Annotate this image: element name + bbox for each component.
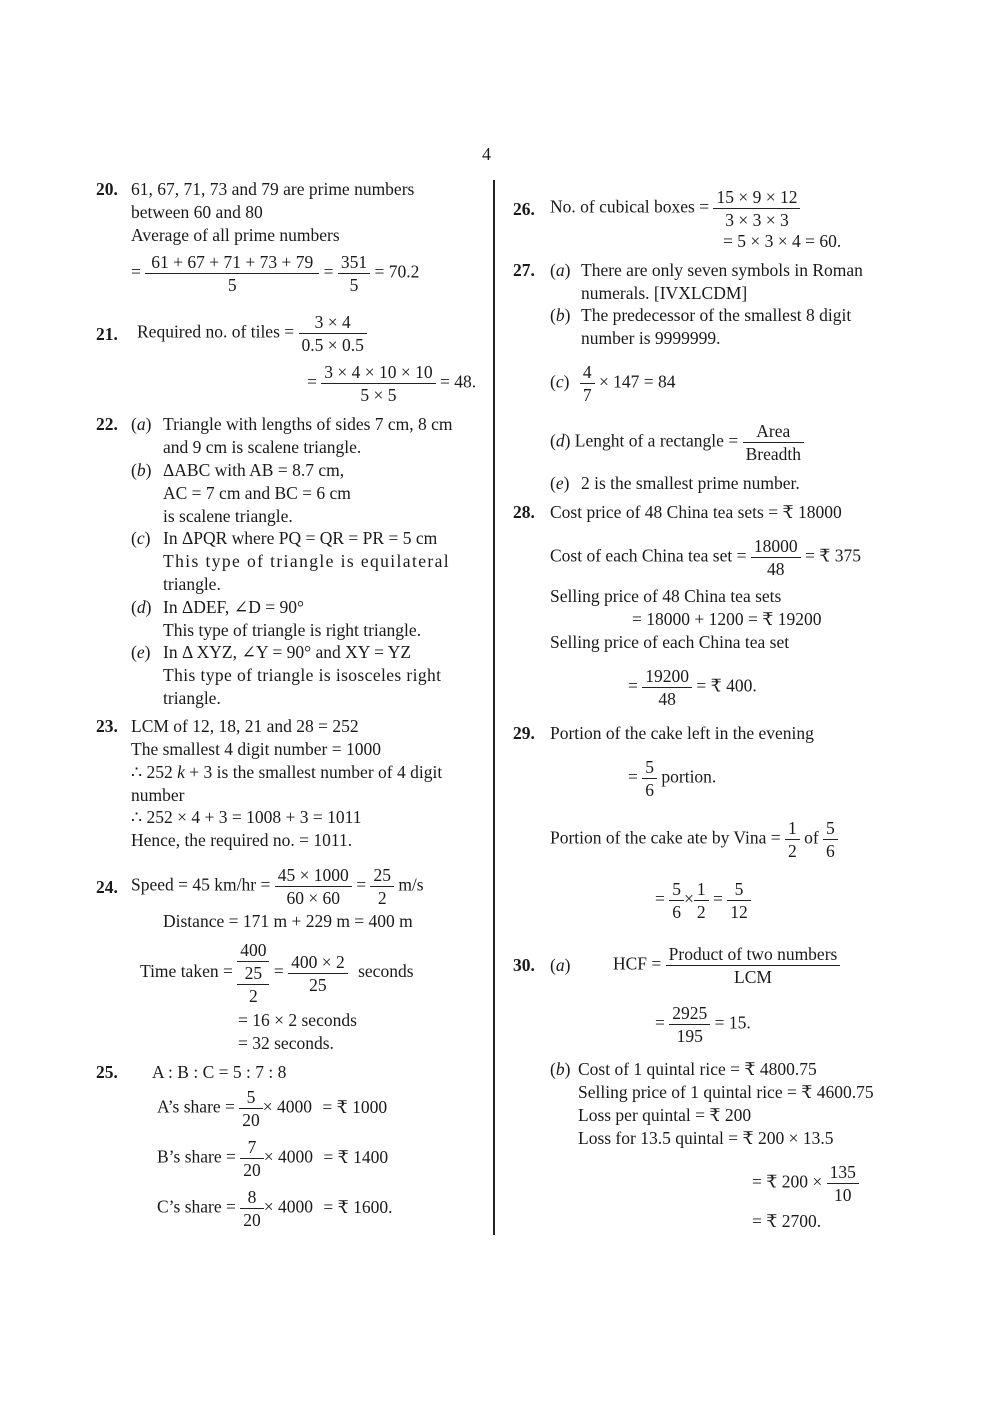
text-line: Loss per quintal = ₹ 200	[578, 1105, 752, 1125]
fraction: $\frac{7}{20}$	[240, 1136, 264, 1181]
question-number: 24.	[96, 877, 118, 897]
text-line: This type of triangle is right triangle.	[163, 620, 422, 640]
text-line: AC = 7 cm and BC = 6 cm	[163, 483, 351, 503]
item-label: (a)	[550, 260, 571, 280]
item-label: (b)	[550, 305, 571, 325]
speed-equation: Speed = 45 km/hr = $\frac{45 \times 1000}{60 \times 60}$ = $\frac{25}{2}$ m/s	[131, 865, 424, 908]
hcf-equation: HCF = $\frac{\text{Product of two numbers}}{\text{LCM}}$	[613, 943, 840, 988]
item-label: (a)	[131, 414, 152, 434]
text-line: = ₹ 2700.	[752, 1211, 822, 1231]
portion-result: = $\frac{5}{6}$ × $\frac{1}{2}$ = $\frac{5}{12}$	[655, 878, 751, 923]
fraction: $\frac{5}{6}$	[823, 817, 838, 862]
fraction: $\frac{3 \times 4 \times 10 \times 10}{5 \times 5}$	[321, 361, 435, 406]
text-line: Selling price of 48 China tea sets	[550, 586, 782, 606]
item-label: (b)	[550, 1059, 571, 1079]
question-number: 26.	[513, 199, 535, 219]
fraction: $\frac{19200}{48}$	[642, 665, 692, 710]
text-line: Selling price of 1 quintal rice = ₹ 4600.75	[578, 1082, 874, 1102]
distance-line: Distance = 171 m + 229 m = 400 m	[163, 911, 413, 931]
fraction: $\frac{\text{Product of two numbers}}{\text{LCM}}$	[666, 943, 841, 988]
fraction: $\frac{8}{20}$	[240, 1186, 264, 1231]
fraction: $\frac{5}{20}$	[239, 1086, 263, 1131]
text-line: Hence, the required no. = 1011.	[131, 830, 353, 850]
fraction: $\frac{3 \times 4}{0.5 \times 0.5}$	[299, 311, 367, 356]
column-divider	[493, 180, 495, 1235]
question-number: 25.	[96, 1062, 118, 1082]
text-line: Loss for 13.5 quintal = ₹ 200 × 13.5	[578, 1128, 834, 1148]
fraction: $\frac{5}{6}$	[669, 878, 684, 923]
text-line: is scalene triangle.	[163, 506, 293, 526]
portion-left: = $\frac{5}{6}$ portion.	[628, 757, 717, 800]
text-line: There are only seven symbols in Roman	[581, 260, 863, 280]
fraction: $\frac{4}{7}$	[580, 361, 595, 406]
page-number: 4	[482, 144, 491, 164]
tiles-result: = $\frac{3 \times 4 \times 10 \times 10}{5 \times 5}$ = 48.	[307, 362, 477, 405]
text-line: Triangle with lengths of sides 7 cm, 8 cm	[163, 414, 453, 434]
text-line: LCM of 12, 18, 21 and 28 = 252	[131, 716, 359, 736]
fraction: $\frac{\text{Area}}{\text{Breadth}}$	[743, 420, 804, 465]
text-line: = 16 × 2 seconds	[238, 1010, 357, 1030]
question-number: 29.	[513, 723, 535, 743]
text-line: between 60 and 80	[131, 202, 263, 222]
item-label: (e)	[550, 473, 570, 493]
text-line: number	[131, 785, 185, 805]
fraction: $\frac{5}{6}$	[642, 756, 657, 801]
item-label: (b)	[131, 460, 152, 480]
text-line: 61, 67, 71, 73 and 79 are prime numbers	[131, 179, 415, 199]
fraction: 400 25 2	[237, 939, 269, 1007]
question-number: 27.	[513, 260, 535, 280]
tiles-equation: Required no. of tiles = $\frac{3 \times 4}{0.5 \times 0.5}$	[137, 311, 367, 356]
text-line: Cost of 1 quintal rice = ₹ 4800.75	[578, 1059, 817, 1079]
text-line: ΔABC with AB = 8.7 cm,	[163, 460, 345, 480]
question-number: 23.	[96, 716, 118, 736]
text-line: Cost price of 48 China tea sets = ₹ 18000	[550, 502, 842, 522]
text-line: = 32 seconds.	[238, 1033, 334, 1053]
text-line: Selling price of each China tea set	[550, 632, 790, 652]
item-c: (c) $\frac{4}{7}$ × 147 = 84	[550, 362, 676, 405]
a-share: A’s share = $\frac{5}{20}$ × 4000 = ₹ 1000	[157, 1087, 388, 1130]
ratio-line: A : B : C = 5 : 7 : 8	[152, 1062, 287, 1082]
fraction: $\frac{45 \times 1000}{60 \times 60}$	[275, 864, 352, 909]
item-label: (d)	[131, 597, 152, 617]
fraction: $\frac{25}{2}$	[370, 864, 394, 909]
question-number: 22.	[96, 414, 118, 434]
b-share: B’s share = $\frac{7}{20}$ × 4000 = ₹ 1400	[157, 1137, 389, 1180]
text-line: triangle.	[163, 574, 221, 594]
portion-ate: Portion of the cake ate by Vina = $\frac{1}{2}$ of $\frac{5}{6}$	[550, 817, 838, 862]
text-line: This type of triangle is equilateral	[163, 551, 451, 571]
fraction: $\frac{1}{2}$	[785, 817, 800, 862]
text-line: ∴ 252 × 4 + 3 = 1008 + 3 = 1011	[131, 807, 362, 827]
text-line: triangle.	[163, 688, 221, 708]
text-line: numerals. [IVXLCDM]	[581, 283, 748, 303]
fraction: $\frac{351}{5}$	[338, 251, 370, 296]
question-number: 30.	[513, 955, 535, 975]
text-line: In ΔPQR where PQ = QR = PR = 5 cm	[163, 528, 438, 548]
fraction: $\frac{2925}{195}$	[669, 1002, 710, 1047]
text-line: number is 9999999.	[581, 328, 721, 348]
item-label: (e)	[131, 642, 151, 662]
hcf-result: = $\frac{2925}{195}$ = 15.	[655, 1003, 751, 1046]
loss-fraction-line: = ₹ 200 × $\frac{135}{10}$	[752, 1161, 859, 1206]
fraction: $\frac{135}{10}$	[827, 1161, 859, 1206]
fraction: $\frac{1}{2}$	[694, 878, 709, 923]
each-selling: = $\frac{19200}{48}$ = ₹ 400.	[628, 666, 757, 709]
text-line: In Δ XYZ, ∠Y = 90° and XY = YZ	[163, 642, 412, 662]
time-equation: Time taken = 400 25 2 = $\frac{400 \times 2}{25}$ seconds	[140, 940, 414, 1006]
average-equation: = $\frac{61 + 67 + 71 + 73 + 79}{5}$ = $\frac{351}{5}$ = 70.2	[131, 252, 420, 295]
text-line: = 5 × 3 × 4 = 60.	[723, 231, 842, 251]
text-line: 2 is the smallest prime number.	[581, 473, 800, 493]
text-line: ∴ 252 k + 3 is the smallest number of 4 digit	[131, 762, 443, 782]
fraction: $\frac{400 \times 2}{25}$	[288, 951, 348, 996]
item-label: (c)	[131, 528, 151, 548]
fraction: $\frac{61 + 67 + 71 + 73 + 79}{5}$	[145, 251, 319, 296]
fraction: $\frac{15 \times 9 \times 12}{3 \times 3 \times 3}$	[713, 186, 800, 231]
fraction: $\frac{5}{12}$	[727, 878, 751, 923]
question-number: 21.	[96, 324, 118, 344]
text-line: Average of all prime numbers	[131, 225, 340, 245]
question-number: 20.	[96, 179, 118, 199]
text-line: In ΔDEF, ∠D = 90°	[163, 597, 305, 617]
item-label: (a)	[550, 955, 571, 975]
each-cost: Cost of each China tea set = $\frac{18000}{48}$ = ₹ 375	[550, 536, 861, 579]
c-share: C’s share = $\frac{8}{20}$ × 4000 = ₹ 1600.	[157, 1187, 393, 1230]
text-line: The predecessor of the smallest 8 digit	[581, 305, 852, 325]
text-line: and 9 cm is scalene triangle.	[163, 437, 362, 457]
question-number: 28.	[513, 502, 535, 522]
text-line: This type of triangle is isosceles right	[163, 665, 442, 685]
text-line: = 18000 + 1200 = ₹ 19200	[632, 609, 822, 629]
item-d: (d) Lenght of a rectangle = $\frac{\text{Area}}{\text{Breadth}}$	[550, 420, 804, 465]
boxes-equation: No. of cubical boxes = $\frac{15 \times 9 \times 12}{3 \times 3 \times 3}$	[550, 186, 800, 231]
fraction: $\frac{18000}{48}$	[751, 535, 801, 580]
text-line: Portion of the cake left in the evening	[550, 723, 814, 743]
text-line: The smallest 4 digit number = 1000	[131, 739, 381, 759]
